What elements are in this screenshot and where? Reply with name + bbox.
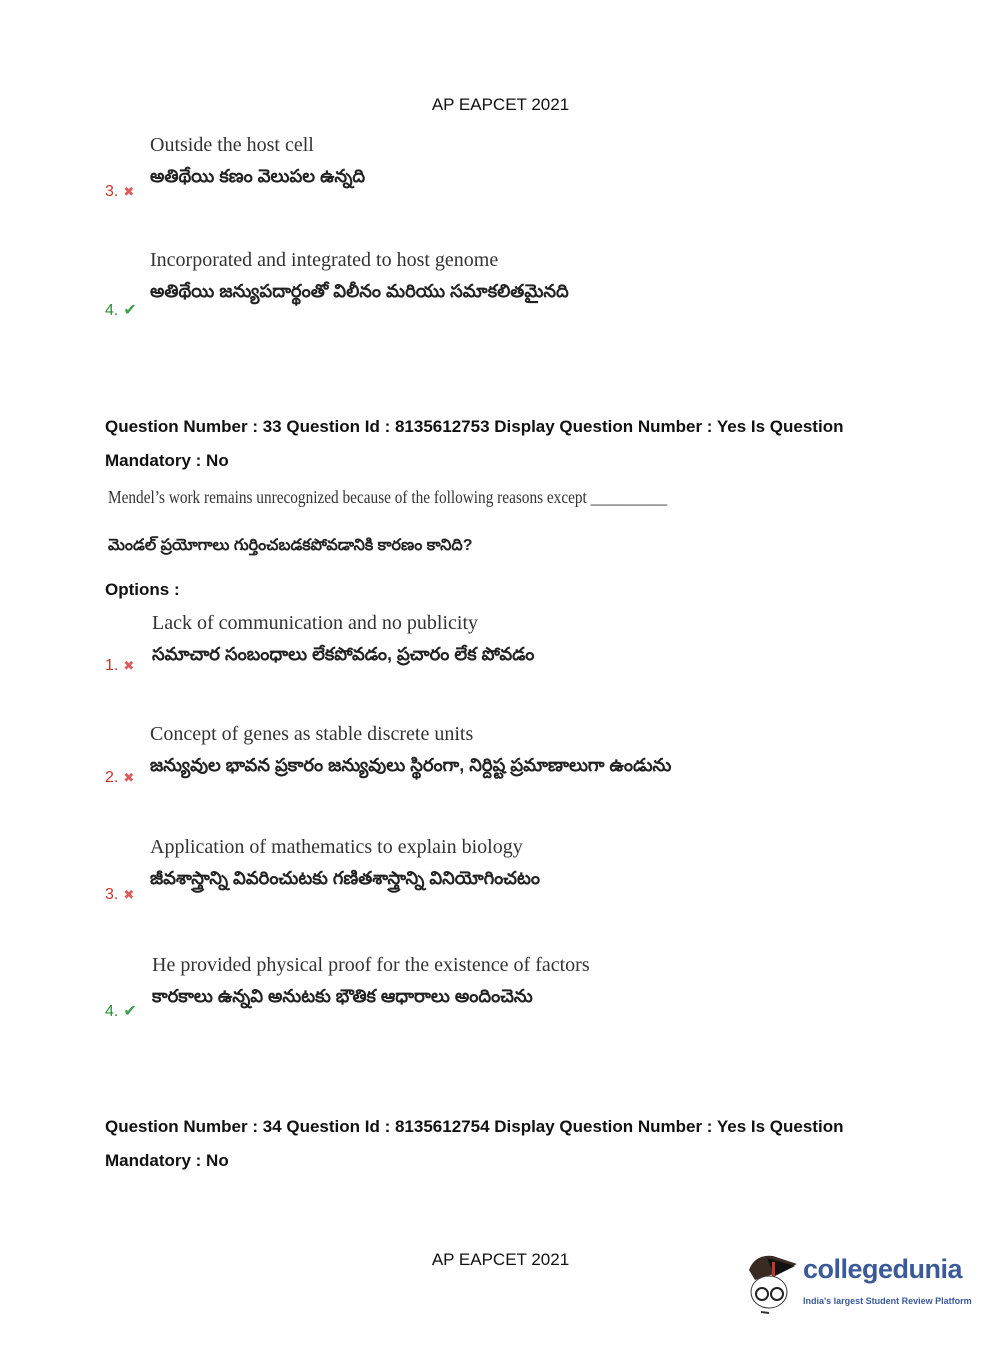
question-34-meta: Question Number : 34 Question Id : 8135612754 Display Question Number : Yes Is Question Mandatory : No <box>105 1117 844 1170</box>
q33-option-4-telugu: కారకాలు ఉన్నవి అనుటకు భౌతిక ఆధారాలు అందించెను <box>152 986 533 1006</box>
q33-option-1-telugu: సమాచార సంబంధాలు లేకపోవడం, ప్రచారం లేక పోవడం <box>152 644 535 664</box>
option-3-english: Outside the host cell <box>150 134 314 156</box>
option-4-number: 4. ✔ <box>105 302 137 319</box>
mascot-icon <box>745 1250 801 1315</box>
q33-option-3-number: 3. ✖ <box>105 886 135 903</box>
question-33-stem-telugu: మెండల్ ప్రయోగాలు గుర్తించబడకపోవడానికి కారణం కానిది? <box>108 537 473 554</box>
q33-option-3-telugu: జీవశాస్త్రాన్ని వివరించుటకు గణితశాస్త్రాన్ని వినియోగించటం <box>150 868 541 888</box>
check-icon: ✔ <box>123 1003 137 1020</box>
options-label: Options : <box>105 580 180 599</box>
option-3-telugu: అతిథేయి కణం వెలుపల ఉన్నది <box>150 166 366 186</box>
cross-icon: ✖ <box>123 658 135 673</box>
cross-icon: ✖ <box>123 184 135 199</box>
check-icon: ✔ <box>123 302 137 319</box>
q33-option-4-number: 4. ✔ <box>105 1003 137 1020</box>
option-3-number: 3. ✖ <box>105 183 135 200</box>
q33-option-1-number: 1. ✖ <box>105 657 135 674</box>
q33-option-2-number: 2. ✖ <box>105 769 135 786</box>
q33-option-2-telugu: జన్యువుల భావన ప్రకారం జన్యువులు స్థిరంగా, నిర్దిష్ట ప్రమాణాలుగా ఉండును <box>150 755 672 775</box>
collegedunia-logo: collegedunia India's largest Student Review Platform <box>745 1250 975 1315</box>
q33-option-1-english: Lack of communication and no publicity <box>152 612 479 634</box>
q33-option-4-english: He provided physical proof for the existence of factors <box>152 954 590 976</box>
page-header: AP EAPCET 2021 <box>431 95 570 114</box>
cross-icon: ✖ <box>123 770 135 785</box>
option-4-english: Incorporated and integrated to host genome <box>150 249 499 271</box>
question-33-meta: Question Number : 33 Question Id : 8135612753 Display Question Number : Yes Is Question Mandatory : No <box>105 417 844 470</box>
q33-option-3-english: Application of mathematics to explain biology <box>150 836 523 858</box>
page-footer: AP EAPCET 2021 <box>431 1250 570 1269</box>
q33-option-2-english: Concept of genes as stable discrete units <box>150 723 474 745</box>
cross-icon: ✖ <box>123 887 135 902</box>
option-4-telugu: అతిథేయి జన్యుపదార్థంతో విలీనం మరియు సమాకలితమైనది <box>150 281 569 301</box>
question-33-stem-english: Mendel’s work remains unrecognized because of the following reasons except __________ <box>108 487 668 507</box>
